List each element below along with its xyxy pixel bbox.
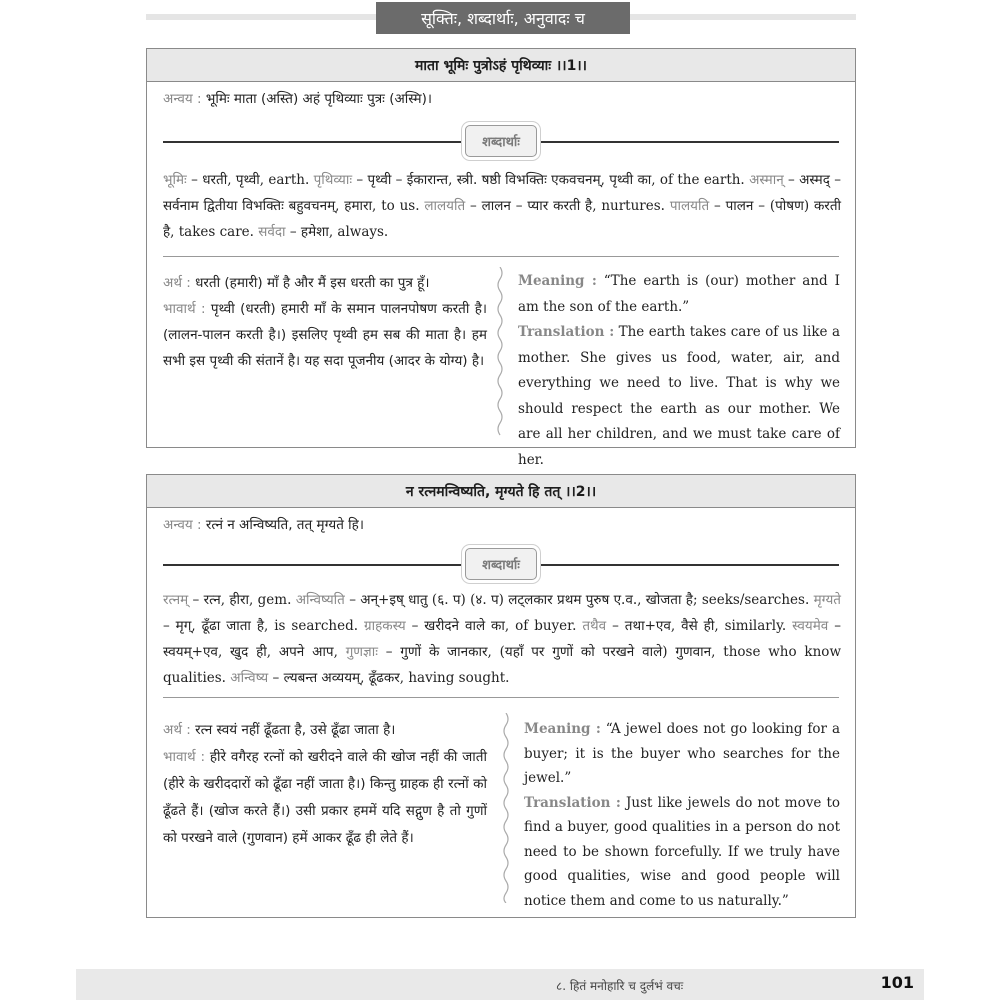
word-meaning: – पृथ्वी – ईकारान्त, स्त्री. षष्ठी विभक्तिः एकवचनम्, पृथ्वी का, of the earth. <box>352 172 750 188</box>
artha-label: अर्थ : <box>163 722 191 738</box>
word-term: स्वयमेव <box>792 618 829 634</box>
word-meanings <box>163 167 841 245</box>
bhavarth-label: भावार्थ : <box>163 749 206 765</box>
word-meaning: – रत्न, हीरा, gem. <box>188 592 296 608</box>
artha-text: धरती (हमारी) माँ है और मैं इस धरती का पुत्र हूँ। <box>190 275 430 291</box>
word-meaning: – अन्+इष् धातु (६. प) (४. प) लट्लकार प्रथम पुरुष ए.व., खोजता है; seeks/searches. <box>344 592 814 608</box>
word-meaning: – अस्मद् – सर्वनाम द्वितीया विभक्तिः बहुवचनम्, हमारा, to us. <box>163 172 842 214</box>
translation-label: Translation : <box>524 794 621 811</box>
word-term: मृग्यते <box>813 592 841 608</box>
section-separator <box>163 697 839 698</box>
anvay-text: रत्नं न अन्विष्यति, तत् मृग्यते हि। <box>205 517 364 533</box>
page-footer <box>76 969 924 1000</box>
word-meaning: – हमेशा, always. <box>285 224 389 240</box>
translation-text: The earth takes care of us like a mother. She gives us food, water, air, and everything we need to live. That is why we should respect the earth as our mother. We are all her children, and we must take care of her. <box>518 324 840 468</box>
anvay-label: अन्वय : <box>163 91 202 107</box>
section-separator <box>163 256 839 257</box>
word-meaning: – खरीदने वाले का, of buyer. <box>405 618 583 634</box>
meaning-label: Meaning : <box>518 273 597 289</box>
word-term: अन्विष्यति <box>295 592 345 608</box>
shabdarth-badge: शब्दार्थाः <box>465 548 537 580</box>
column-divider <box>499 713 513 903</box>
hindi-explanation <box>163 717 487 852</box>
word-term: तथैव <box>582 618 607 634</box>
bhavarth-label: भावार्थ : <box>163 301 206 317</box>
column-divider <box>493 267 507 439</box>
translation-text: Just like jewels do not move to find a buyer, good qualities in a person do not need to be shown forcefully. If we truly have good qualities, wise and good people will notice them and come to us naturally.” <box>524 794 840 909</box>
translation-label: Translation : <box>518 324 615 340</box>
verse-card-1 <box>146 48 856 468</box>
word-meaning: – स्वयम्+एव, खुद ही, अपने आप, <box>163 618 841 660</box>
word-term: ग्राहकस्य <box>363 618 406 634</box>
word-term: रत्नम् <box>163 592 189 608</box>
word-term: पालयति <box>669 198 710 214</box>
word-term: सर्वदा <box>258 224 286 240</box>
word-meaning: – तथा+एव, वैसे ही, similarly. <box>606 618 793 634</box>
word-meaning: – ल्यबन्त अव्ययम्, ढूँढकर, having sought. <box>268 670 510 686</box>
verse-card-2 <box>146 474 856 918</box>
meaning-label: Meaning : <box>524 721 601 737</box>
anvay-line <box>163 89 432 107</box>
word-meaning: – धरती, पृथ्वी, earth. <box>186 172 314 188</box>
hindi-explanation <box>163 270 487 374</box>
meaning-text: “A jewel does not go looking for a buyer; it is the buyer who searches for the jewel.” <box>524 721 840 786</box>
bhavarth-text: पृथ्वी (धरती) हमारी माँ के समान पालनपोषण करती है। (लालन-पालन करती है।) इसलिए पृथ्वी हम सब की माता है। हम सभी इस पृथ्वी की संतानें है। यह सदा पूजनीय (आदर के योग्य) है। <box>163 301 487 369</box>
english-explanation <box>524 717 840 913</box>
verse-heading: न रत्नमन्विष्यति, मृग्यते हि तत् ।।2।। <box>147 475 855 508</box>
meaning-text: “The earth is (our) mother and I am the son of the earth.” <box>518 273 840 315</box>
section-title: सूक्तिः, शब्दार्थाः, अनुवादः च <box>376 2 630 34</box>
artha-label: अर्थ : <box>163 275 191 291</box>
word-term: भूमिः <box>163 172 187 188</box>
english-explanation <box>518 269 840 473</box>
word-term: अन्विष्य <box>230 670 269 686</box>
shabdarth-badge: शब्दार्थाः <box>465 125 537 157</box>
word-term: लालयति <box>424 198 466 214</box>
word-meaning: – लालन – प्यार करती है, nurtures. <box>465 198 670 214</box>
word-term: गुणज्ञाः <box>345 644 378 660</box>
anvay-line <box>163 515 364 533</box>
bhavarth-text: हीरे वगैरह रत्नों को खरीदने वाले की खोज नहीं की जाती (हीरे के खरीददारों को ढूँढा नहीं जाता है।) किन्तु ग्राहक ही रत्नों को ढूँढते हैं। (खोज करते हैं।) उसी प्रकार हममें यदि सद्गुण है तो गुणों को परखने वाले (गुणवान) हमें आकर ढूँढ ही लेते हैं। <box>163 749 487 846</box>
word-term: पृथिव्याः <box>313 172 353 188</box>
anvay-text: भूमिः माता (अस्ति) अहं पृथिव्याः पुत्रः (अस्मि)। <box>205 91 432 107</box>
word-meanings <box>163 587 841 691</box>
page-number: 101 <box>880 973 914 992</box>
word-meaning: – मृग्, ढूँढा जाता है, is searched. <box>163 618 364 634</box>
word-meaning: – गुणों के जानकार, (यहाँ पर गुणों को परखने वाले) गुणवान, those who know qualities. <box>163 644 841 686</box>
verse-heading: माता भूमिः पुत्रोऽहं पृथिव्याः ।।1।। <box>147 49 855 82</box>
artha-text: रत्न स्वयं नहीं ढूँढता है, उसे ढूँढा जाता है। <box>190 722 396 738</box>
anvay-label: अन्वय : <box>163 517 202 533</box>
word-meaning: – पालन – (पोषण) करती है, takes care. <box>163 198 842 240</box>
chapter-title: ८. हितं मनोहारि च दुर्लभं वचः <box>556 979 684 993</box>
word-term: अस्मान् <box>749 172 784 188</box>
